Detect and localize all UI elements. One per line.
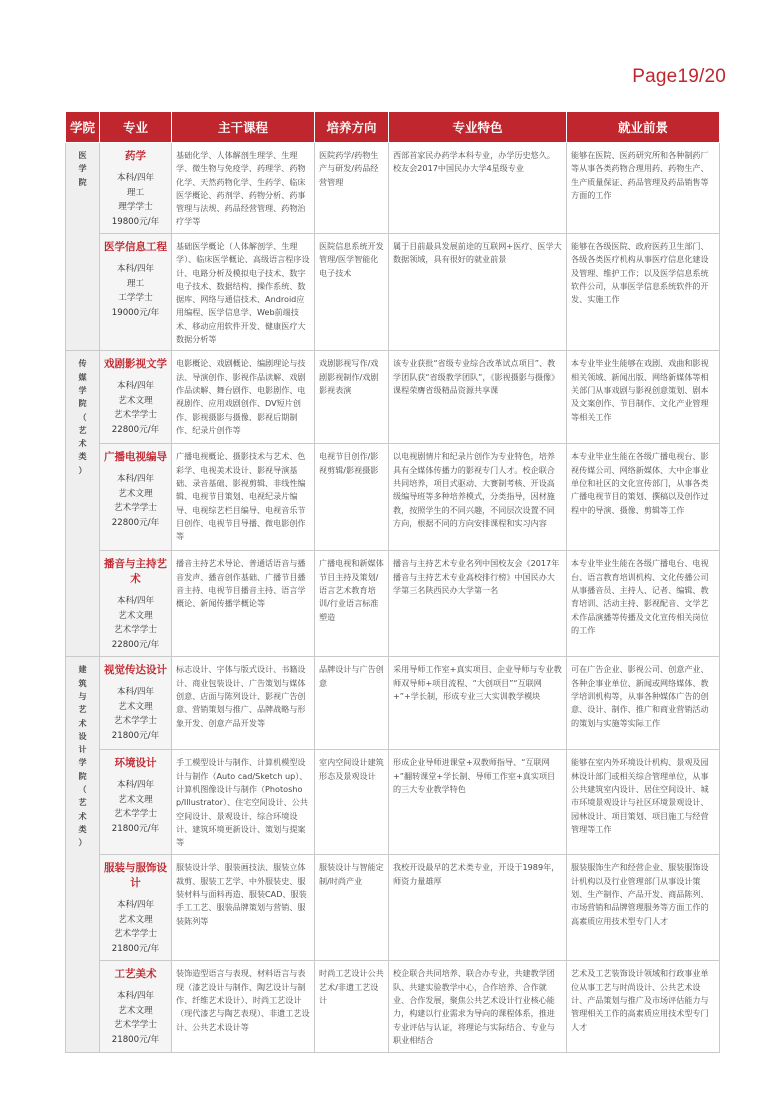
major-cell: 环境设计 本科/四年 艺术文理 艺术学学士 21800元/年 [100, 750, 172, 855]
major-name: 广播电视编导 [104, 451, 167, 464]
direction-cell: 室内空间设计建筑形态及景观设计 [315, 750, 389, 855]
courses-cell: 电影概论、戏剧概论、编剧理论与技法、导演创作、影视作品读解、戏剧作品读解、舞台剧作、电影剧作、电视剧作、应用戏剧创作、DV短片创作、影视摄影与摄像、影视后期制作、纪录片创作等 [172, 351, 315, 444]
major-name: 播音与主持艺术 [104, 558, 167, 586]
majors-table [65, 111, 720, 1053]
courses-cell: 服装设计学、服装画技法、服装立体裁剪、服装工艺学、中外服装史、服装材料与面料再造、服装CAD、服装手工工艺、服装品牌策划与营销、服装陈列等 [172, 855, 315, 961]
college-medicine: 医 学 院 [66, 143, 100, 351]
direction-cell: 广播电视和新媒体节目主持及策划/语言艺术教育培训/行业语言标准塑造 [315, 551, 389, 657]
major-cell: 药学 本科/四年 理工 理学学士 19800元/年 [100, 143, 172, 234]
prospect-cell: 能够在医院、医药研究所和各种制药厂等从事各类药物合理用药、药物生产、生产质量保证、药品管理及药品销售等方面的工作 [567, 143, 720, 234]
major-name: 药学 [125, 150, 146, 162]
major-name: 视觉传达设计 [104, 664, 167, 677]
major-cell: 广播电视编导 本科/四年 艺术文理 艺术学学士 22800元/年 [100, 444, 172, 551]
header-feature: 专业特色 [389, 112, 567, 143]
prospect-cell: 艺术及工艺装饰设计领域和行政事业单位从事工艺与时尚设计、公共艺术设计、产品策划与推广及市场评估能力与管理相关工作的高素质应用技术型专门人才 [567, 961, 720, 1053]
major-name: 工艺美术 [114, 968, 157, 981]
table-row [66, 750, 720, 855]
header-courses: 主干课程 [172, 112, 315, 143]
courses-cell: 手工模型设计与制作、计算机模型设计与制作（Auto cad/Sketch up）、计算机图像设计与制作（Photoshop/Illustrator）、住宅空间设计、公共空间设计、景观设计、综合环境设计、建筑环境更新设计、策划与提案等 [172, 750, 315, 855]
header-direction: 培养方向 [315, 112, 389, 143]
table-row [66, 444, 720, 551]
major-name: 服装与服饰设计 [104, 862, 167, 890]
prospect-cell: 能够在各级医院、政府医药卫生部门、各级各类医疗机构从事医疗信息化建设及管理、维护工作；以及医学信息系统软件公司，从事医学信息系统软件的开发、实施工作 [567, 234, 720, 351]
table-row [66, 234, 720, 351]
feature-cell: 采用导师工作室+真实项目、企业导师与专业教师双导师+项目流程、“大创项目”“互联网+”+学长制，形成专业三大实训教学模块 [389, 657, 567, 750]
feature-cell: 形成企业导师进课堂+双教师指导、“互联网+”翻转课堂+学长制、导师工作室+真实项目的三大专业教学特色 [389, 750, 567, 855]
prospect-cell: 服装服饰生产和经营企业、服装服饰设计机构以及行业管理部门从事设计策划、生产制作、产品开发、商品陈列、市场营销和品牌管理服务等方面工作的高素质应用技术型专门人才 [567, 855, 720, 961]
feature-cell: 我校开设最早的艺术类专业，开设于1989年，师资力量雄厚 [389, 855, 567, 961]
feature-cell: 属于目前最具发展前途的互联网+医疗、医学大数据领域，具有很好的就业前景 [389, 234, 567, 351]
prospect-cell: 本专业毕业生能在各级广播电视台、影视传媒公司、网络新媒体、大中企事业单位和社区的文化宣传部门，从事各类广播电视节目的策划、撰稿以及创作过程中的导演、摄像、剪辑等工作 [567, 444, 720, 551]
feature-cell: 西部首家民办药学本科专业，办学历史悠久。校友会2017中国民办大学4星级专业 [389, 143, 567, 234]
prospect-cell: 本专业毕业生能够在戏剧、戏曲和影视相关领域、新闻出版、网络新媒体等相关部门从事戏剧与影视创意策划、剧本及文案创作、节目制作、文化产业管理等相关工作 [567, 351, 720, 444]
direction-cell: 医院药学/药物生产与研发/药品经营管理 [315, 143, 389, 234]
major-cell: 医学信息工程 本科/四年 理工 工学学士 19000元/年 [100, 234, 172, 351]
feature-cell: 播音与主持艺术专业名列中国校友会《2017年播音与主持艺术专业高校排行榜》中国民办大学第三名陕西民办大学第一名 [389, 551, 567, 657]
direction-cell: 品牌设计与广告创意 [315, 657, 389, 750]
header-college: 学院 [66, 112, 100, 143]
courses-cell: 播音主持艺术导论、普通话语音与播音发声、播音创作基础、广播节目播音主持、电视节目播音主持、语言学概论、新闻传播学概论等 [172, 551, 315, 657]
direction-cell: 电视节目创作/影视剪辑/影视摄影 [315, 444, 389, 551]
table-row [66, 961, 720, 1053]
table-row [66, 657, 720, 750]
table-row [66, 351, 720, 444]
major-cell: 工艺美术 本科/四年 艺术文理 艺术学学士 21800元/年 [100, 961, 172, 1053]
major-name: 环境设计 [114, 757, 157, 770]
prospect-cell: 能够在室内外环境设计机构、景观及园林设计部门或相关综合管理单位，从事公共建筑室内设计、居住空间设计、城市环境景观设计与社区环境景观设计、园林设计、项目策划、项目施工与经营管理等工作 [567, 750, 720, 855]
feature-cell: 以电视剧情片和纪录片创作为专业特色，培养具有全媒体传播力的影视专门人才。校企联合共同培养，项目式驱动、大赛制考核、开设高级编导班等多种培养模式，分类指导，因材施教，按照学生的不同兴趣，不同层次设置不同方向，根据不同的方向安排课程和实习内容 [389, 444, 567, 551]
major-cell: 视觉传达设计 本科/四年 艺术文理 艺术学学士 21800元/年 [100, 657, 172, 750]
direction-cell: 戏剧影视写作/戏剧影视制作/戏剧影视表演 [315, 351, 389, 444]
header-major: 专业 [100, 112, 172, 143]
prospect-cell: 可在广告企业、影视公司、创意产业、各种企事业单位、新闻或网络媒体、教学培训机构等，从事各种媒体广告的创意、设计、制作、推广和商业营销活动的策划与实施等实际工作 [567, 657, 720, 750]
direction-cell: 医院信息系统开发管理/医学智能化电子技术 [315, 234, 389, 351]
feature-cell: 校企联合共同培养、联合办专业，共建教学团队、共建实验教学中心，合作培养、合作就业、合作发展，聚焦公共艺术设计行业核心能力，构建以行业需求为导向的课程体系，推进专业评估与认证，将理论与实际结合、专业与职业相结合 [389, 961, 567, 1053]
table-row [66, 551, 720, 657]
courses-cell: 基础化学、人体解剖生理学、生理学、微生物与免疫学、药理学、药物化学、天然药物化学、生药学、临床医学概论、药剂学、药物分析、药事管理与法规、药品经营管理、药物治疗学等 [172, 143, 315, 234]
header-prospect: 就业前景 [567, 112, 720, 143]
courses-cell: 基础医学概论（人体解剖学、生理学）、临床医学概论、高级语言程序设计、电路分析及模拟电子技术、数字电子技术、数据结构、操作系统、数据库、网络与通信技术、Android应用编程、医学信息学、Web前端技术、移动应用软件开发、健康医疗大数据分析等 [172, 234, 315, 351]
major-cell: 播音与主持艺术 本科/四年 艺术文理 艺术学学士 22800元/年 [100, 551, 172, 657]
major-cell: 服装与服饰设计 本科/四年 艺术文理 艺术学学士 21800元/年 [100, 855, 172, 961]
major-name: 医学信息工程 [104, 241, 167, 253]
prospect-cell: 本专业毕业生能在各级广播电台、电视台、语言教育培训机构、文化传播公司从事播音员、主持人、记者、编辑、教育培训、活动主持、影视配音、文学艺术作品演播等传播及文化宣传相关岗位的工作 [567, 551, 720, 657]
table-header-row [66, 112, 720, 143]
page-number: Page19/20 [632, 66, 726, 87]
direction-cell: 时尚工艺设计公共艺术/非遗工艺设计 [315, 961, 389, 1053]
courses-cell: 标志设计、字体与版式设计、书籍设计、商业包装设计、广告策划与媒体创意、店面与陈列设计、影视广告创意、营销策划与推广、品牌战略与形象开发、创意产品开发等 [172, 657, 315, 750]
college-media: 传 媒 学 院 （ 艺 术 类 ） [66, 351, 100, 657]
major-name: 戏剧影视文学 [104, 358, 167, 371]
direction-cell: 服装设计与智能定制/时尚产业 [315, 855, 389, 961]
courses-cell: 广播电视概论、摄影技术与艺术、色彩学、电视美术设计、影视导演基础、录音基础、影视剪辑、非线性编辑、电视节目策划、电视纪录片编导、电视综艺栏目编导、电视音乐节目创作、电视节目导播、微电影创作等 [172, 444, 315, 551]
courses-cell: 装饰造型语言与表现、材料语言与表现（漆艺设计与制作、陶艺设计与制作、纤维艺术设计）、时尚工艺设计（现代漆艺与陶艺表现）、非遗工艺设计、公共艺术设计等 [172, 961, 315, 1053]
table-row [66, 143, 720, 234]
table-row [66, 855, 720, 961]
college-architecture-art: 建 筑 与 艺 术 设 计 学 院 （ 艺 术 类 ） [66, 657, 100, 1053]
feature-cell: 该专业获批“省级专业综合改革试点项目”、教学团队获“省级教学团队”，《影视摄影与摄像》课程荣膺省级精品资源共享课 [389, 351, 567, 444]
major-cell: 戏剧影视文学 本科/四年 艺术文理 艺术学学士 22800元/年 [100, 351, 172, 444]
